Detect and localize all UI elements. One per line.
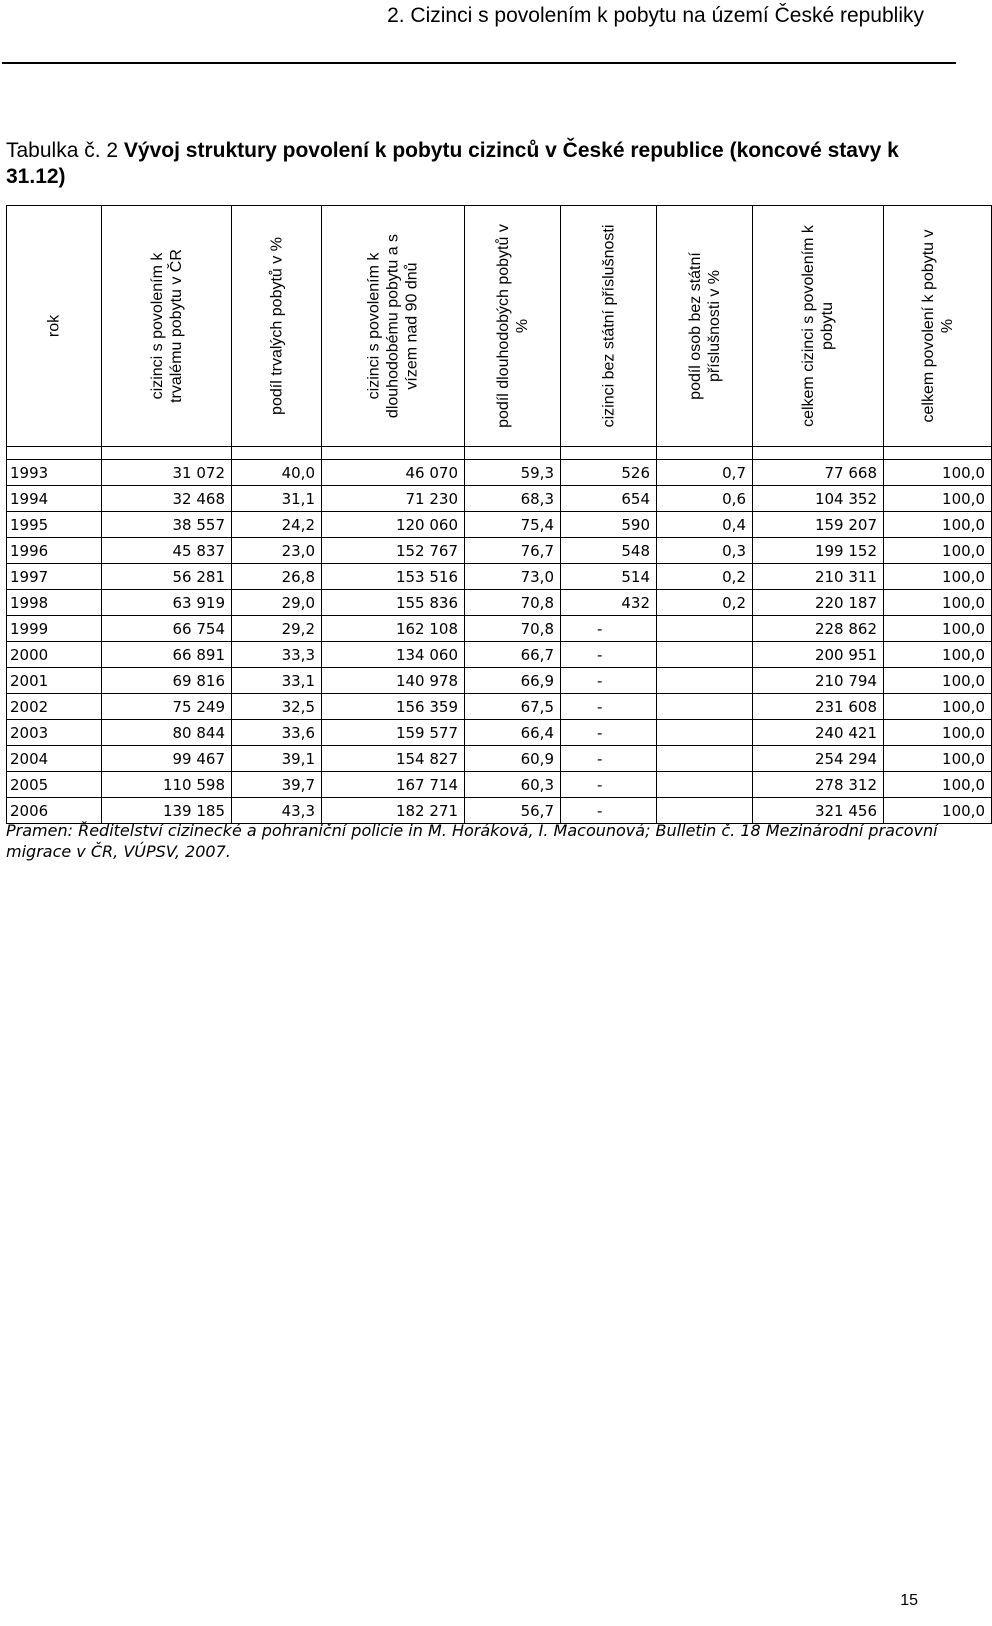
cell-long-term: 155 836: [322, 590, 465, 616]
cell-year: 2001: [7, 668, 102, 694]
cell-long-term: 159 577: [322, 720, 465, 746]
cell-stateless-share: [657, 694, 753, 720]
cell-total-share: 100,0: [884, 720, 992, 746]
col-header-total: celkem cizinci s povolením k pobytu: [753, 206, 884, 447]
cell-long-term-share: 76,7: [465, 538, 561, 564]
cell-permanent: 99 467: [102, 746, 232, 772]
cell-stateless: -: [561, 720, 657, 746]
cell-permanent-share: 39,7: [232, 772, 322, 798]
cell-permanent: 66 891: [102, 642, 232, 668]
table-row: [7, 694, 992, 720]
table-row: [7, 486, 992, 512]
cell-stateless: -: [561, 694, 657, 720]
cell-permanent-share: 33,1: [232, 668, 322, 694]
cell-year: 1996: [7, 538, 102, 564]
cell-stateless: -: [561, 798, 657, 824]
cell-permanent: 75 249: [102, 694, 232, 720]
cell-permanent: 56 281: [102, 564, 232, 590]
cell-stateless: 526: [561, 460, 657, 486]
cell-year: 2006: [7, 798, 102, 824]
cell-stateless-share: [657, 642, 753, 668]
cell-long-term: 162 108: [322, 616, 465, 642]
cell-total-share: 100,0: [884, 460, 992, 486]
running-header: 2. Cizinci s povolením k pobytu na území České republiky: [387, 4, 924, 27]
cell-stateless-share: 0,2: [657, 590, 753, 616]
table-row: [7, 668, 992, 694]
table-row: [7, 512, 992, 538]
cell-permanent-share: 33,3: [232, 642, 322, 668]
table-row: [7, 538, 992, 564]
cell-long-term-share: 66,7: [465, 642, 561, 668]
cell-stateless-share: [657, 746, 753, 772]
cell-permanent-share: 31,1: [232, 486, 322, 512]
cell-long-term-share: 66,9: [465, 668, 561, 694]
cell-permanent-share: 39,1: [232, 746, 322, 772]
cell-total: 228 862: [753, 616, 884, 642]
cell-total: 231 608: [753, 694, 884, 720]
col-header-stateless: cizinci bez státní příslušnosti: [561, 206, 657, 447]
cell-total: 240 421: [753, 720, 884, 746]
cell-long-term: 167 714: [322, 772, 465, 798]
col-header-total-share: celkem povolení k pobytu v %: [884, 206, 992, 447]
cell-long-term: 134 060: [322, 642, 465, 668]
cell-stateless-share: 0,4: [657, 512, 753, 538]
cell-long-term-share: 75,4: [465, 512, 561, 538]
cell-long-term: 46 070: [322, 460, 465, 486]
cell-total-share: 100,0: [884, 538, 992, 564]
cell-year: 2002: [7, 694, 102, 720]
cell-total: 220 187: [753, 590, 884, 616]
cell-stateless: 548: [561, 538, 657, 564]
table-caption: [6, 138, 951, 190]
cell-total-share: 100,0: [884, 668, 992, 694]
cell-permanent-share: 26,8: [232, 564, 322, 590]
source-note: Pramen: Ředitelství cizinecké a pohraniční policie in M. Horáková, I. Macounová; Bulletin č. 18 Mezinárodní pracovní migrace v ČR, VÚPSV, 2007.: [6, 821, 938, 861]
cell-stateless: -: [561, 772, 657, 798]
cell-long-term-share: 73,0: [465, 564, 561, 590]
page-number: 15: [900, 1592, 918, 1609]
cell-total: 210 311: [753, 564, 884, 590]
table-row: [7, 460, 992, 486]
cell-permanent-share: 24,2: [232, 512, 322, 538]
cell-total-share: 100,0: [884, 798, 992, 824]
caption-prefix: Tabulka č. 2: [6, 139, 124, 162]
cell-permanent-share: 29,2: [232, 616, 322, 642]
col-header-long-term: cizinci s povolením k dlouhodobému pobytu a s vízem nad 90 dnů: [322, 206, 465, 447]
cell-permanent-share: 43,3: [232, 798, 322, 824]
cell-long-term: 71 230: [322, 486, 465, 512]
cell-total-share: 100,0: [884, 564, 992, 590]
cell-long-term: 152 767: [322, 538, 465, 564]
cell-stateless: 514: [561, 564, 657, 590]
table-row: [7, 590, 992, 616]
cell-stateless: -: [561, 642, 657, 668]
cell-long-term-share: 60,9: [465, 746, 561, 772]
cell-permanent: 69 816: [102, 668, 232, 694]
cell-total: 104 352: [753, 486, 884, 512]
cell-permanent: 139 185: [102, 798, 232, 824]
cell-stateless-share: [657, 772, 753, 798]
cell-total: 200 951: [753, 642, 884, 668]
cell-stateless-share: 0,2: [657, 564, 753, 590]
cell-stateless-share: 0,6: [657, 486, 753, 512]
cell-long-term-share: 60,3: [465, 772, 561, 798]
cell-stateless-share: [657, 720, 753, 746]
header-row: [7, 206, 992, 447]
cell-year: 2000: [7, 642, 102, 668]
caption-title: Vývoj struktury povolení k pobytu cizinců v České republice (koncové stavy k 31.12): [6, 139, 899, 188]
cell-long-term-share: 68,3: [465, 486, 561, 512]
residence-permits-table: [6, 205, 992, 824]
cell-permanent-share: 32,5: [232, 694, 322, 720]
cell-long-term-share: 59,3: [465, 460, 561, 486]
cell-total: 199 152: [753, 538, 884, 564]
cell-year: 1998: [7, 590, 102, 616]
col-header-year: rok: [7, 206, 102, 447]
cell-total-share: 100,0: [884, 772, 992, 798]
table-row: [7, 772, 992, 798]
cell-long-term-share: 70,8: [465, 616, 561, 642]
cell-permanent: 38 557: [102, 512, 232, 538]
cell-stateless-share: 0,7: [657, 460, 753, 486]
cell-stateless: 590: [561, 512, 657, 538]
cell-long-term: 140 978: [322, 668, 465, 694]
cell-stateless: 432: [561, 590, 657, 616]
cell-year: 1995: [7, 512, 102, 538]
cell-permanent: 80 844: [102, 720, 232, 746]
cell-year: 1999: [7, 616, 102, 642]
table-row: [7, 720, 992, 746]
cell-total-share: 100,0: [884, 486, 992, 512]
cell-long-term: 120 060: [322, 512, 465, 538]
cell-permanent: 63 919: [102, 590, 232, 616]
cell-long-term-share: 67,5: [465, 694, 561, 720]
table-row: [7, 564, 992, 590]
cell-total-share: 100,0: [884, 590, 992, 616]
cell-permanent-share: 40,0: [232, 460, 322, 486]
table-row: [7, 746, 992, 772]
cell-stateless: -: [561, 616, 657, 642]
table-row: [7, 616, 992, 642]
cell-stateless: -: [561, 746, 657, 772]
cell-permanent: 45 837: [102, 538, 232, 564]
col-header-long-term-share: podíl dlouhodobých pobytů v %: [465, 206, 561, 447]
cell-total-share: 100,0: [884, 616, 992, 642]
cell-total-share: 100,0: [884, 642, 992, 668]
cell-long-term-share: 66,4: [465, 720, 561, 746]
cell-stateless-share: [657, 668, 753, 694]
cell-total: 77 668: [753, 460, 884, 486]
cell-year: 1997: [7, 564, 102, 590]
cell-permanent-share: 33,6: [232, 720, 322, 746]
cell-permanent: 66 754: [102, 616, 232, 642]
cell-stateless-share: 0,3: [657, 538, 753, 564]
cell-year: 2003: [7, 720, 102, 746]
cell-year: 1993: [7, 460, 102, 486]
header-rule: [2, 62, 956, 64]
cell-total-share: 100,0: [884, 694, 992, 720]
cell-long-term-share: 70,8: [465, 590, 561, 616]
cell-long-term-share: 56,7: [465, 798, 561, 824]
cell-long-term: 156 359: [322, 694, 465, 720]
cell-year: 1994: [7, 486, 102, 512]
cell-total: 210 794: [753, 668, 884, 694]
col-header-permanent-share: podíl trvalých pobytů v %: [232, 206, 322, 447]
cell-long-term: 154 827: [322, 746, 465, 772]
header-spacer: [7, 447, 992, 460]
cell-long-term: 153 516: [322, 564, 465, 590]
cell-total: 321 456: [753, 798, 884, 824]
cell-permanent-share: 29,0: [232, 590, 322, 616]
cell-total-share: 100,0: [884, 746, 992, 772]
cell-year: 2004: [7, 746, 102, 772]
col-header-stateless-share: podíl osob bez státní příslušnosti v %: [657, 206, 753, 447]
cell-total: 278 312: [753, 772, 884, 798]
cell-total-share: 100,0: [884, 512, 992, 538]
table-row: [7, 642, 992, 668]
cell-stateless-share: [657, 616, 753, 642]
cell-total: 159 207: [753, 512, 884, 538]
cell-permanent: 31 072: [102, 460, 232, 486]
col-header-permanent: cizinci s povolením k trvalému pobytu v ČR: [102, 206, 232, 447]
cell-permanent: 32 468: [102, 486, 232, 512]
cell-permanent: 110 598: [102, 772, 232, 798]
cell-long-term: 182 271: [322, 798, 465, 824]
cell-total: 254 294: [753, 746, 884, 772]
cell-permanent-share: 23,0: [232, 538, 322, 564]
cell-year: 2005: [7, 772, 102, 798]
cell-stateless: 654: [561, 486, 657, 512]
cell-stateless: -: [561, 668, 657, 694]
